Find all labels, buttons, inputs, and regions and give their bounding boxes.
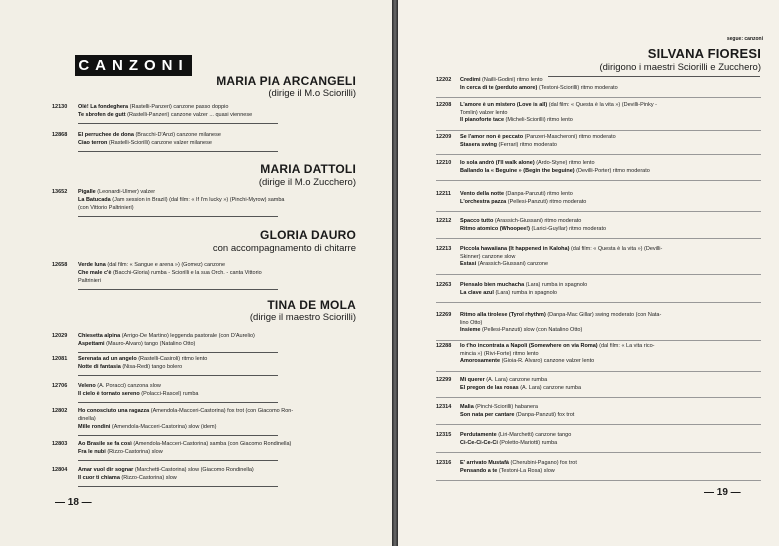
song-title: L'amore è un mistero (Love is all) (460, 102, 548, 108)
catalog-number: 12804 (52, 467, 68, 473)
catalog-number: 12803 (52, 441, 68, 447)
entry-divider (436, 211, 761, 212)
entry-divider (436, 397, 761, 398)
song-title: Malìa (460, 404, 474, 410)
entry-line (78, 140, 212, 146)
entry-divider (436, 154, 761, 155)
entry-line (460, 110, 507, 116)
entry-divider (78, 375, 278, 376)
catalog-number: 12658 (52, 262, 68, 268)
song-title: Perdutamente (460, 432, 497, 438)
entry-line (460, 312, 661, 318)
song-title: Piensalo bien muchacha (460, 282, 525, 288)
entry-line (78, 408, 293, 414)
song-title: Te sbrofen de gutt (78, 112, 126, 118)
song-credits: (Danpa-Mac Gillar) swing moderato (con Nata- (547, 312, 662, 318)
entry-line (460, 385, 581, 391)
entry-line (78, 416, 96, 422)
entry-line (460, 168, 650, 174)
catalog-number: 12269 (436, 312, 452, 318)
song-credits: (dal film: « Sangue e arena ») (Gomez) canzone (107, 262, 226, 268)
song-credits: (dal film: « Questa è la vita ») (Devilli-Pinky - (548, 102, 657, 108)
catalog-number: 12081 (52, 356, 68, 362)
song-title: Ballando la « Beguine » (Begin the beguine) (460, 167, 575, 174)
artist-name: SILVANA FIORESI (647, 46, 761, 61)
page-number: — 18 — (55, 497, 92, 508)
entry-divider (78, 486, 278, 487)
song-title: Olè! La fondeghera (78, 104, 129, 110)
song-title: Ciao terron (78, 140, 108, 146)
catalog-number: 12213 (436, 246, 452, 252)
song-credits: (Bacchi-Gloria) rumba - Sciorilli e la sua Orch. - canta Vittorio (112, 270, 262, 276)
song-credits: (Panzeri-Mascheroni) ritmo moderato (524, 134, 616, 140)
song-title: Io sola andrò (I'll walk alone) (460, 160, 535, 166)
catalog-number: 12802 (52, 408, 68, 414)
song-credits: (Polacci-Rascel) rumba (141, 391, 199, 397)
song-title: Mille rondini (78, 424, 111, 430)
running-header: segue: canzoni (726, 36, 763, 42)
entry-line (78, 449, 163, 455)
song-credits: (Amendola-Macceri-Castorina) fox trot (con Giacomo Ron- (150, 408, 294, 414)
entry-divider (436, 340, 761, 341)
entry-line (460, 102, 657, 108)
song-credits: Paltrinieri (78, 278, 101, 284)
song-credits: mincia ») (Rivi-Forte) ritmo lento (460, 350, 539, 357)
artist-subtitle: (dirige il maestro Sciorilli) (249, 312, 356, 323)
entry-divider (78, 435, 278, 436)
entry-line (78, 475, 177, 481)
entry-line (460, 320, 482, 326)
entry-line (460, 282, 587, 288)
entry-line (460, 117, 573, 123)
entry-line (460, 199, 586, 205)
song-title: Verde luna (78, 262, 106, 268)
song-credits: (Marchetti-Castorina) slow (Giacomo Rondinella) (134, 467, 254, 473)
entry-divider (436, 238, 761, 239)
song-title: Ritmo atomico (Whoopee!) (460, 225, 530, 232)
song-title: E' arrivato Mustafà (460, 460, 509, 466)
entry-line (460, 358, 594, 364)
catalog-number: 12202 (436, 77, 452, 83)
song-title: Chiesetta alpina (78, 333, 121, 339)
catalog-number: 12209 (436, 134, 452, 140)
artist-name: GLORIA DAURO (260, 228, 356, 242)
right-page (398, 0, 779, 546)
entry-divider (436, 480, 761, 481)
entry-line (78, 424, 216, 430)
entry-line (78, 356, 207, 362)
song-title: Insieme (460, 327, 481, 333)
song-title: Il cielo è tornato sereno (78, 391, 140, 397)
entry-divider (436, 302, 761, 303)
entry-divider (78, 216, 278, 217)
song-credits: (Ardo-Styne) ritmo lento (536, 160, 595, 166)
song-title: La Batucada (78, 197, 111, 203)
song-credits: (Rastelli-Panzeri) canzone passo doppio (129, 104, 229, 110)
entry-divider (436, 274, 761, 275)
catalog-number: 12299 (436, 377, 452, 383)
entry-divider (78, 123, 278, 124)
song-credits: Tomlin) valzer lento (460, 109, 508, 116)
song-title: Se l'amor non è peccato (460, 134, 524, 140)
entry-line (78, 364, 182, 370)
song-credits: (Amendola-Macceri-Castorina) samba (con Giacomo Rondinella) (133, 441, 292, 447)
section-banner: CANZONI (75, 55, 192, 76)
entry-divider (436, 371, 761, 372)
entry-line (460, 404, 538, 410)
song-credits: (Nisa-Redi) tango bolero (122, 364, 183, 370)
song-credits: (Pinchi-Sciorilli) habanera (475, 404, 538, 410)
catalog-number: 12211 (436, 191, 451, 197)
song-title: Ho conosciuto una ragazza (78, 408, 150, 414)
song-credits: (A. Lara) canzone rumba (486, 377, 548, 383)
song-credits: (Bracchi-D'Anzi) canzone milanese (135, 132, 221, 138)
artist-subtitle: (dirigono i maestri Sciorilli e Zucchero) (599, 62, 761, 73)
song-credits: lino Otto) (460, 319, 483, 326)
catalog-number: 12263 (436, 282, 452, 288)
song-credits: (Rastelli-Casiroli) ritmo lento (138, 356, 208, 362)
entry-line (460, 327, 582, 333)
song-title: El pregon de las rosas (460, 384, 519, 391)
song-credits: Skinner) canzone slow (460, 253, 516, 260)
song-credits: (Rastelli-Sciorilli) canzone valzer milanese (108, 140, 212, 146)
entry-divider (78, 460, 278, 461)
entry-line (78, 270, 262, 276)
entry-divider (78, 289, 278, 290)
entry-divider (436, 97, 761, 98)
entry-line (460, 460, 577, 466)
entry-divider (78, 151, 278, 152)
entry-line (78, 278, 101, 284)
song-credits: (Danpa-Panzuti) ritmo lento (505, 191, 573, 197)
entry-line (78, 441, 291, 447)
song-credits: (Rizzo-Castorina) slow (121, 475, 177, 481)
entry-line (460, 377, 547, 383)
song-credits: (Amendola-Macceri-Castorina) slow (idem) (111, 424, 217, 430)
entry-line (460, 85, 618, 91)
page-number: — 19 — (704, 487, 741, 498)
song-title: Aspettami (78, 341, 105, 347)
artist-name: TINA DE MOLA (267, 298, 356, 312)
entry-line (78, 333, 255, 339)
song-title: Mi querer (460, 377, 485, 383)
song-credits: (Gioia-R. Alvaro) canzone valzer lento (501, 358, 595, 364)
song-title: Il cuor ti chiama (78, 475, 120, 481)
song-credits: (Rastelli-Panzeri) canzone valzer ... quasi viennese (127, 112, 253, 118)
song-title: Ci-Ce-Ci-Ce-Ci (460, 439, 498, 446)
artist-subtitle: (dirige il M.o Zucchero) (258, 177, 356, 188)
song-title: Pensando a te (460, 467, 498, 474)
song-credits: (Mauro-Alvaro) tango (Natalino Otto) (106, 341, 196, 347)
song-title: Ao Brasile se fa così (78, 441, 132, 447)
song-credits: (dal film: « Questa è la vita ») (Devilli- (570, 246, 663, 252)
entry-line (460, 343, 654, 349)
song-credits: dinella) (78, 416, 96, 422)
song-credits: (Rizzo-Castorina) slow (107, 449, 163, 455)
song-title: L'orchestra pazza (460, 198, 507, 205)
entry-line (460, 246, 662, 252)
artist-name: MARIA DATTOLI (260, 162, 356, 176)
song-title: Amar vuol dir sognar (78, 467, 134, 473)
song-title: Serenata ad un angelo (78, 356, 137, 362)
song-title: Vento della notte (460, 191, 505, 197)
song-credits: (Arassich-Giussani) canzone (477, 261, 549, 267)
song-title: Notte di fantasia (78, 364, 121, 370)
song-credits: (Testoni-La Rosa) slow (498, 467, 555, 474)
entry-line (78, 189, 155, 195)
entry-line (460, 432, 571, 438)
entry-line (460, 134, 616, 140)
entry-line (78, 391, 198, 397)
catalog-number: 13652 (52, 189, 68, 195)
song-credits: (con Vittorio Paltrinieri) (78, 205, 134, 211)
entry-line (460, 142, 557, 148)
artist-subtitle: (dirige il M.o Sciorilli) (268, 88, 356, 99)
song-credits: (dal film: « La vita rico- (599, 343, 655, 349)
song-credits: (Pellesi-Panzuti) slow (con Natalino Otto) (482, 327, 583, 333)
entry-line (78, 341, 195, 347)
song-credits: (Liri-Marchetti) canzone tango (498, 432, 572, 438)
song-title: El perruchee de dona (78, 132, 134, 138)
song-credits: (A. Lara) canzone rumba (520, 384, 582, 391)
song-credits: (Danpa-Panzuti) fox trot (515, 411, 575, 418)
entry-divider (436, 452, 761, 453)
entry-line (78, 205, 134, 211)
song-title: In cerca di te (perduto amore) (460, 84, 538, 91)
song-credits: (Jam session in Brazil) (dal film: « If I'm lucky ») (Pinchi-Myrow) samba (112, 197, 285, 203)
song-title: Ritmo alla tirolese (Tyrol rhythm) (460, 312, 546, 318)
entry-line (460, 226, 606, 232)
entry-divider (436, 130, 761, 131)
catalog-number: 12316 (436, 460, 452, 466)
song-title: La clave azul (460, 289, 494, 296)
song-title: Piccola hawaiiana (It happened in Kaloha) (460, 246, 570, 252)
entry-line (460, 440, 557, 446)
entry-line (460, 191, 573, 197)
entry-divider (436, 424, 761, 425)
catalog-number: 12288 (436, 343, 452, 349)
catalog-number: 12208 (436, 102, 452, 108)
song-credits: (Testoni-Sciorilli) ritmo moderato (538, 84, 618, 91)
entry-line (78, 112, 252, 118)
song-title: Che male c'è (78, 270, 112, 276)
catalog-number: 12029 (52, 333, 68, 339)
song-credits: (Lara) rumba in spagnolo (495, 289, 557, 296)
entry-line (460, 77, 543, 83)
entry-divider (78, 352, 278, 353)
entry-line (460, 412, 574, 418)
entry-line (460, 160, 595, 166)
entry-line (78, 383, 161, 389)
artist-subtitle: con accompagnamento di chitarre (212, 243, 356, 254)
artist-name: MARIA PIA ARCANGELI (216, 74, 356, 88)
song-credits: (Poletto-Mariotti) rumba (499, 439, 558, 446)
song-credits: (Lara) rumba in spagnolo (525, 282, 588, 288)
song-credits: (Devilli-Porter) ritmo moderato (576, 167, 650, 174)
song-title: Estasi (460, 261, 477, 267)
entry-line (460, 351, 539, 357)
song-title: Amorosamente (460, 358, 501, 364)
song-credits: (Cherubini-Pagano) fox trot (510, 460, 577, 466)
catalog-number: 12315 (436, 432, 452, 438)
catalog-number: 12314 (436, 404, 452, 410)
catalog-number: 12868 (52, 132, 68, 138)
header-divider (548, 76, 760, 77)
catalog-number: 12210 (436, 160, 452, 166)
song-title: Io t'ho incontrata a Napoli (Somewhere on via Roma) (460, 343, 598, 349)
entry-line (78, 132, 221, 138)
song-title: Veleno (78, 383, 96, 389)
song-credits: (Arassich-Giussani) ritmo moderato (494, 218, 582, 224)
song-credits: (Micheli-Sciorilli) ritmo lento (505, 117, 573, 123)
song-credits: (Leonardi-Ulmer) valzer (97, 189, 156, 195)
entry-line (460, 468, 555, 474)
song-title: Fra le nubi (78, 449, 106, 455)
entry-line (78, 197, 284, 203)
entry-line (460, 261, 548, 267)
entry-line (460, 218, 581, 224)
song-title: Pigalle (78, 189, 96, 195)
entry-line (78, 467, 254, 473)
song-credits: (Larici-Guyllar) ritmo moderato (531, 225, 607, 232)
entry-line (460, 290, 557, 296)
entry-line (78, 104, 228, 110)
song-title: Spacco tutto (460, 218, 494, 224)
entry-divider (436, 180, 761, 181)
entry-divider (78, 402, 278, 403)
song-title: Credimi (460, 77, 481, 83)
song-title: Il pianoforte tace (460, 117, 505, 123)
song-credits: (A. Poracci) canzona slow (97, 383, 161, 389)
entry-line (460, 254, 515, 260)
song-credits: (Ferrari) ritmo moderato (498, 141, 557, 148)
song-title: Stasera swing (460, 141, 497, 148)
song-title: Son nata per cantare (460, 411, 515, 418)
catalog-number: 12212 (436, 218, 452, 224)
entry-line (78, 262, 225, 268)
song-credits: (Nailli-Godini) ritmo lento (482, 77, 543, 83)
catalog-number: 12130 (52, 104, 68, 110)
song-credits: (Pellesi-Panzuti) ritmo moderato (507, 198, 587, 205)
song-credits: (Arrigo-De Martino) leggenda pastorale (con D'Aurelio) (121, 333, 255, 339)
catalog-number: 12706 (52, 383, 68, 389)
